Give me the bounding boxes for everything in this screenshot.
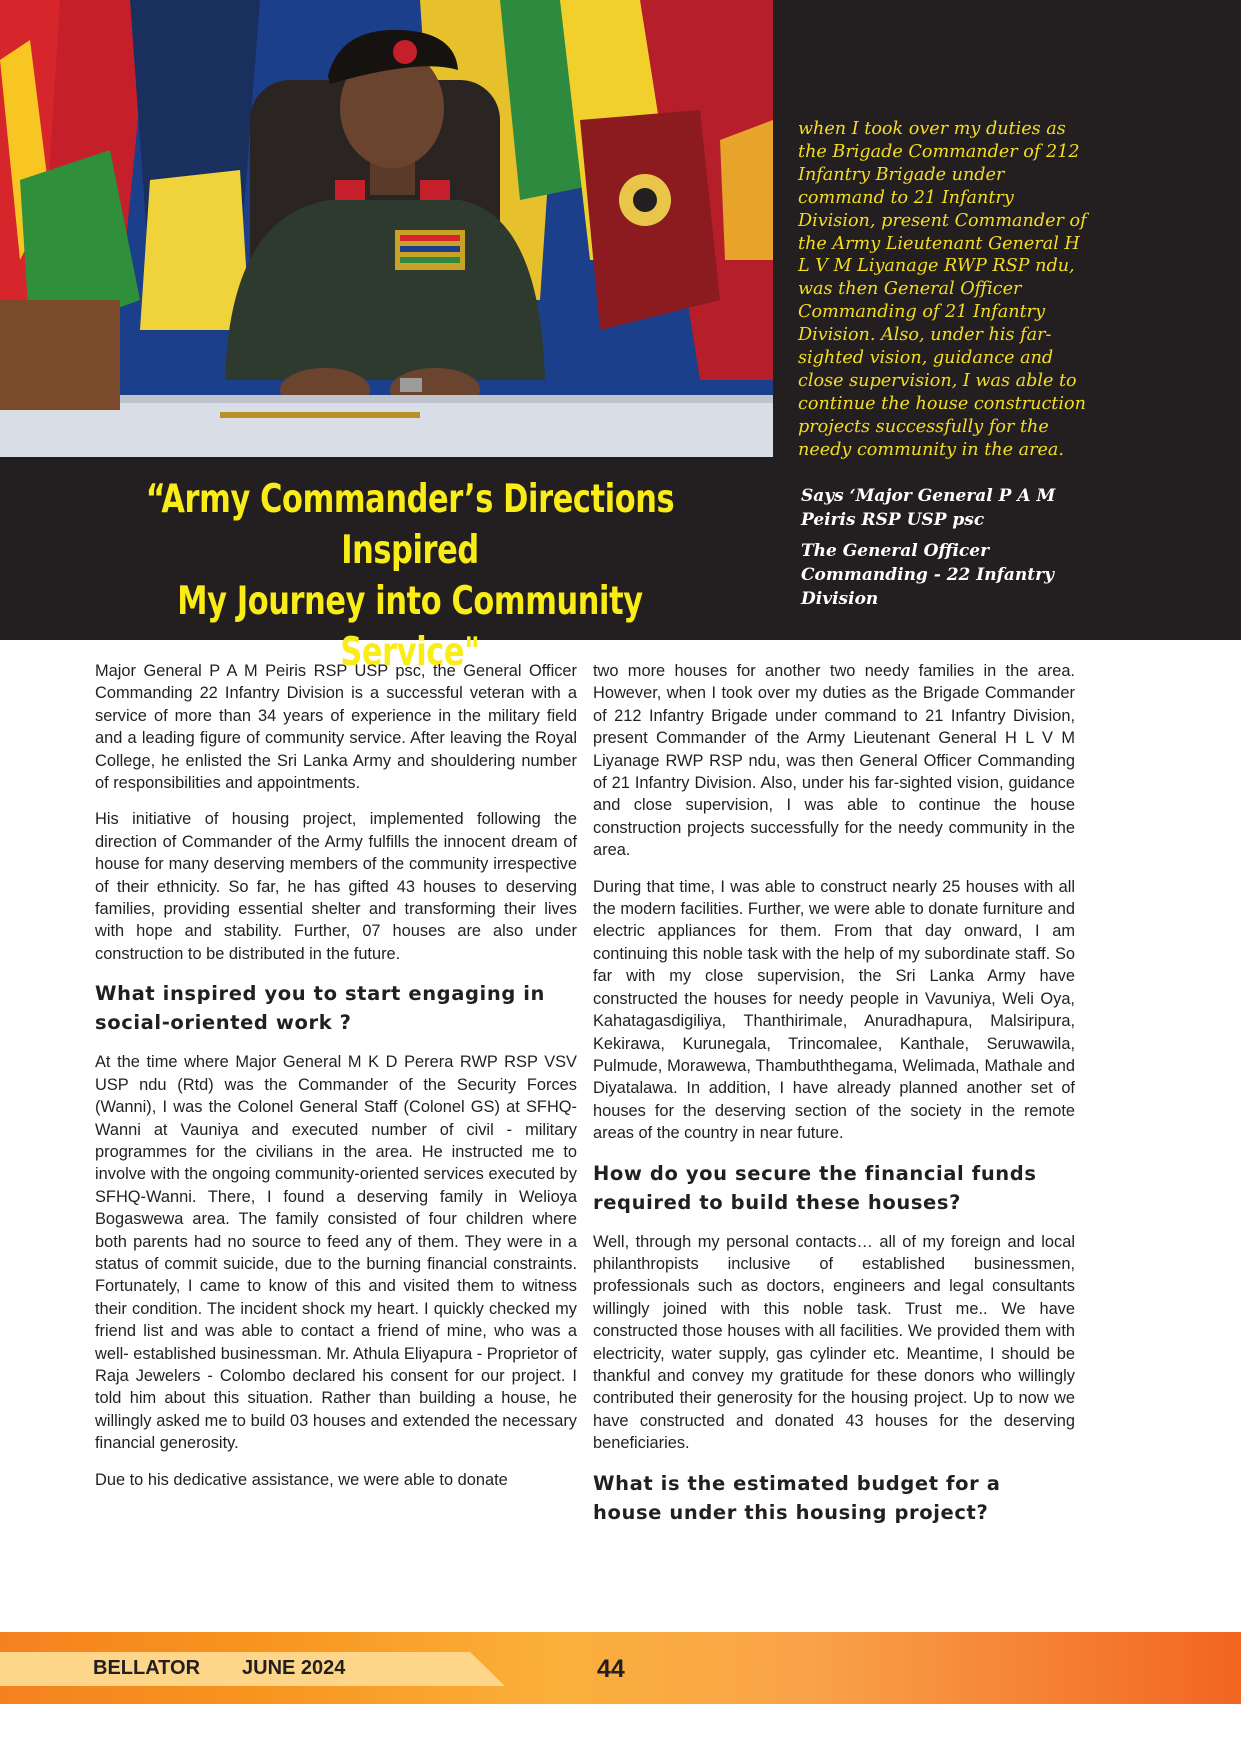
body-paragraph: Major General P A M Peiris RSP USP psc, the General Officer Commanding 22 Infantry Division is a successful veteran with a service of more than 34 years of experience in the military field and a leading figure of community service. After leaving the Royal College, he enlisted the Sri Lanka Army and shouldering number of responsibilities and appointments. bbox=[95, 662, 577, 793]
body-paragraph: Well, through my personal contacts… all of my foreign and local philanthropists inclusive of established businessmen, professionals such as doctors, engineers and legal consultants willingly joined with this noble task. Trust me.. We have constructed those houses with all facilities. We provided them with electricity, water supply, gas cylinder etc. Meantime, I should be thankful and convey my gratitude for these donors who willingly contributed their generosity for the housing project. Up to now we have constructed and donated 43 houses for the deserving beneficiaries. bbox=[593, 1232, 1075, 1453]
page-number: 44 bbox=[597, 1655, 625, 1683]
pull-quote: when I took over my duties as the Brigade Commander of 212 Infantry Brigade under command to 21 Infantry Division, present Commander of the Army Lieutenant General H L V M Liyanage RWP RSP ndu, was then General Officer Commanding of 21 Infantry Division. Also, under his far-sighted vision, guidance and close supervision, I was able to continue the house construction projects successfully for the needy community in the area. bbox=[798, 119, 1087, 460]
question-heading: What is the estimated budget for a house under this housing project? bbox=[593, 1471, 1001, 1524]
body-paragraph: At the time where Major General M K D Perera RWP RSP VSV USP ndu (Rtd) was the Commander of the Security Forces (Wanni), I was the Colonel General Staff (Colonel GS) at SFHQ-Wanni at Vauniya and executed number of civil - military programmes for the civilians in the area. He instructed me to involve with the ongoing community-oriented services executed by SFHQ-Wanni. There, I found a deserving family in Welioya Bogaswewa area. The family consisted of four children where both parents had no source to feed any of them. They were in a status of commit suicide, due to the burning financial constraints. Fortunately, I came to know of this and visited them to witness their condition. The incident shock my heart. I quickly checked my friend list and was able to contact a friend of mine, who was a well- established businessman. Mr. Athula Eliyapura - Proprietor of Raja Jewelers - Colombo declared his consent for our project. I told him about this situation. Rather than building a house, he willingly asked me to build 03 houses and extended the necessary financial generosity. bbox=[95, 1053, 577, 1453]
publication-name: BELLATOR bbox=[93, 1657, 201, 1679]
article-banner bbox=[0, 0, 1241, 675]
question-heading: What inspired you to start engaging in social-oriented work ? bbox=[95, 982, 546, 1035]
headline-line-2: My Journey into Community Service" bbox=[177, 579, 643, 675]
body-paragraph: Due to his dedicative assistance, we were able to donate bbox=[95, 1470, 508, 1489]
body-paragraph: During that time, I was able to construct nearly 25 houses with all the modern facilities. Further, we were able to donate furniture and electric appliances for them. From that day onward, I am continuing this noble task with the help of my subordinate staff. So far with my close supervision, the Sri Lanka Army have constructed the houses for needy people in Vavuniya, Weli Oya, Kahatagasdigiliya, Thanthirimale, Anuradhapura, Malsiripura, Kekirawa, Kurunegala, Trincomalee, Kanthale, Seruwawila, Pulmude, Morawewa, Thambuththegama, Welimada, Mathale and Diyatalawa. In addition, I have already planned another set of houses for the deserving section of the society in the remote areas of the country in near future. bbox=[593, 877, 1075, 1143]
portrait-photo bbox=[0, 0, 773, 457]
body-paragraph: two more houses for another two needy families in the area. However, when I took over my duties as the Brigade Commander of 212 Infantry Brigade under command to 21 Infantry Division, present Commander of the Army Lieutenant General H L V M Liyanage RWP RSP ndu, was then General Officer Commanding of 21 Infantry Division. Also, under his far-sighted vision, guidance and close supervision, I was able to continue the house construction projects successfully for the needy community in the area. bbox=[593, 662, 1075, 860]
left-column bbox=[95, 660, 577, 1505]
attribution-role: The General Officer Commanding - 22 Infantry Division bbox=[801, 541, 1054, 609]
body-paragraph: His initiative of housing project, implemented following the direction of Commander of the Army fulfills the innocent dream of house for many deserving members of the community irrespective of their ethnicity. So far, he has gifted 43 houses to deserving families, providing essential shelter and transforming their lives with hope and stability. Further, 07 houses are also under construction to be distributed in the future. bbox=[95, 810, 577, 963]
attribution bbox=[801, 484, 1066, 618]
question-heading: How do you secure the financial funds required to build these houses? bbox=[593, 1161, 1037, 1214]
article-headline bbox=[137, 474, 683, 678]
right-column bbox=[593, 660, 1075, 1541]
attribution-name: Says ‘Major General P A M Peiris RSP USP psc bbox=[801, 486, 1056, 530]
issue-date: JUNE 2024 bbox=[242, 1657, 346, 1679]
headline-line-1: “Army Commander’s Directions Inspired bbox=[145, 477, 675, 573]
